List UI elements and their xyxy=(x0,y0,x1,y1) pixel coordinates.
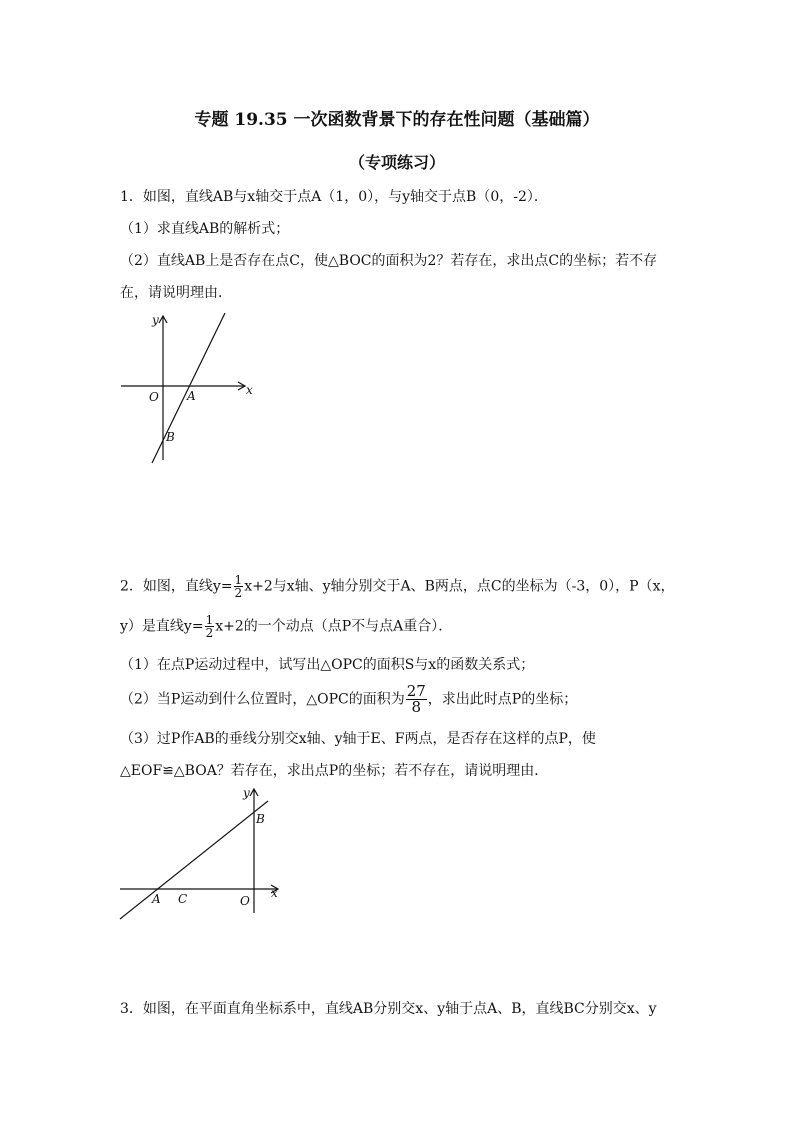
q1-part2-line2: 在，请说明理由． xyxy=(120,285,232,301)
q2-line2 xyxy=(120,614,452,639)
q2-stem xyxy=(120,574,675,599)
q2-part3-line2: △EOF≌△BOA？若存在，求出点P的坐标；若不存在，请说明理由． xyxy=(120,763,549,779)
q2-area-num: 27 xyxy=(406,682,426,700)
q1-label-o: O xyxy=(149,390,159,404)
q2-stem-post: x+2与x轴、y轴分别交于A、B两点，点C的坐标为（-3，0），P（x， xyxy=(244,578,675,595)
q1-part1: （1）求直线AB的解析式； xyxy=(120,221,290,237)
q2-area-den: 8 xyxy=(411,698,422,716)
q2-label-c: C xyxy=(178,892,188,906)
q1-stem: 1．如图，直线AB与x轴交于点A（1，0），与y轴交于点B（0，-2）． xyxy=(120,189,548,205)
q2-part2-post: ，求出此时点P的坐标； xyxy=(427,691,578,708)
q1-label-b: B xyxy=(166,430,175,444)
q1-part2-line1: （2）直线AB上是否存在点C，使△BOC的面积为2？若存在，求出点C的坐标；若不存 xyxy=(120,253,658,269)
page-title: 专题 19.35 一次函数背景下的存在性问题（基础篇） xyxy=(194,110,600,130)
q2-frac-num: 1 xyxy=(234,573,243,587)
q1-label-x: x xyxy=(246,383,253,397)
q2-part3-line1: （3）过P作AB的垂线分别交x轴、y轴于E、F两点，是否存在这样的点P，使 xyxy=(120,731,596,747)
q2-line2-fraction xyxy=(205,614,215,639)
q2-label-x: x xyxy=(271,886,278,900)
q2-label-o: O xyxy=(240,894,250,908)
page-subtitle: （专项练习） xyxy=(348,153,445,172)
q2-area-fraction xyxy=(406,684,427,715)
q2-fraction xyxy=(234,574,244,599)
q1-figure xyxy=(115,308,260,468)
q2-stem-pre: 2．如图，直线y= xyxy=(120,578,233,595)
q2-line2-pre: y）是直线y= xyxy=(120,618,204,635)
q2-line2-frac-num: 1 xyxy=(205,613,214,627)
q2-part1: （1）在点P运动过程中，试写出△OPC的面积S与x的函数关系式； xyxy=(120,657,535,673)
q2-label-b: B xyxy=(256,812,265,826)
q2-frac-den: 2 xyxy=(234,586,243,600)
q2-part2 xyxy=(120,684,577,715)
q2-line2-frac-den: 2 xyxy=(205,626,214,640)
q2-line2-post: x+2的一个动点（点P不与点A重合）． xyxy=(215,618,453,635)
q2-label-y: y xyxy=(243,786,250,800)
q1-label-y: y xyxy=(152,313,159,327)
q2-figure xyxy=(110,785,295,925)
q1-label-a: A xyxy=(187,389,196,403)
q3-stem: 3．如图，在平面直角坐标系中，直线AB分别交x、y轴于点A、B，直线BC分别交x、y xyxy=(120,1001,657,1017)
q2-part2-pre: （2）当P运动到什么位置时，△OPC的面积为 xyxy=(120,691,405,708)
q2-label-a: A xyxy=(152,892,161,906)
